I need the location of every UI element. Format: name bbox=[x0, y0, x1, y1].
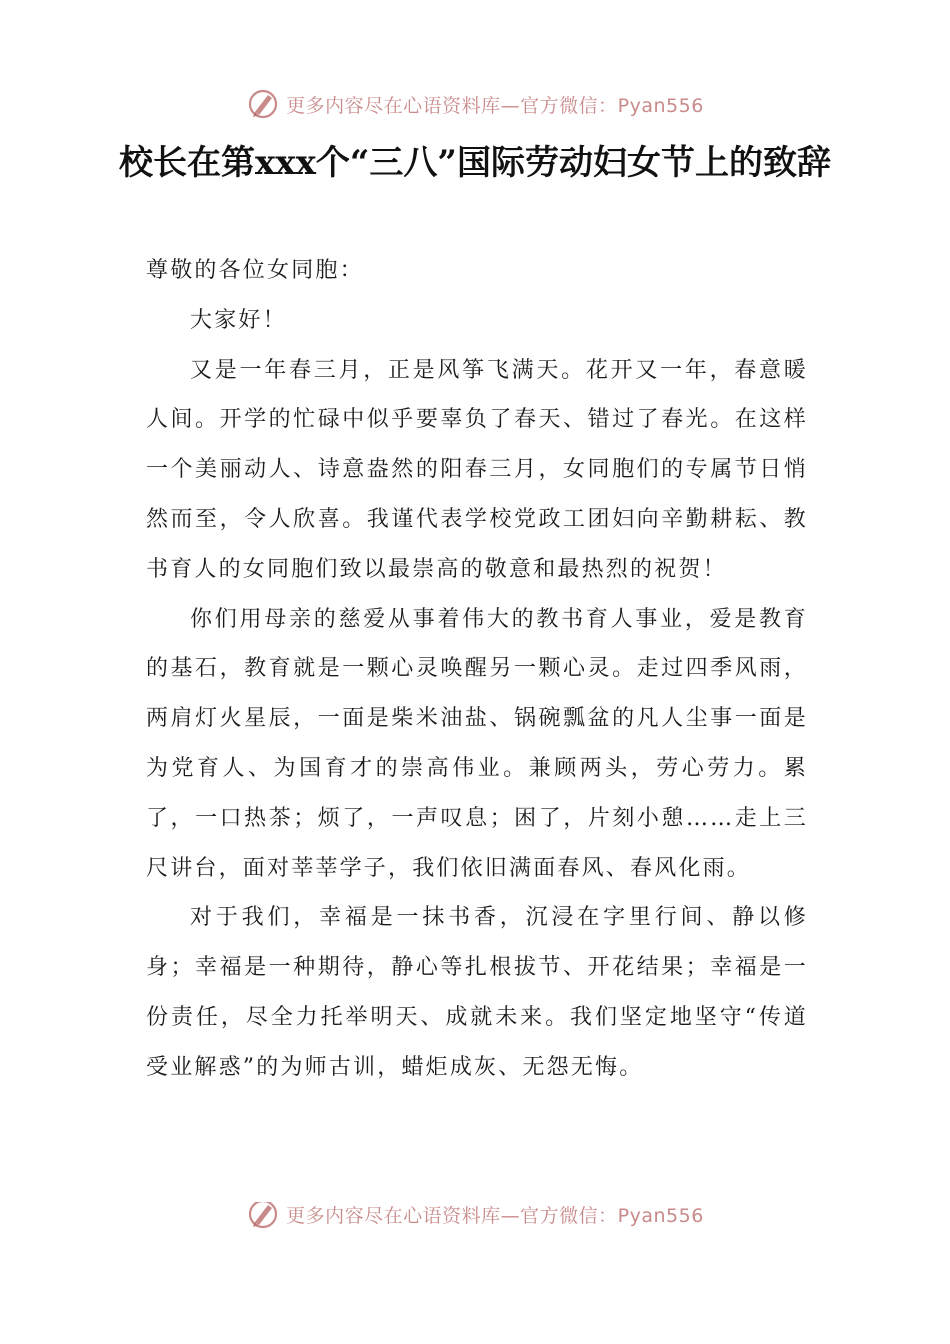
pen-logo-icon-footer bbox=[246, 1202, 280, 1231]
greeting: 大家好！ bbox=[190, 307, 287, 333]
paragraph-2: 你们用母亲的慈爱从事着伟大的教书育人事业，爱是教育的基石，教育就是一颗心灵唤醒另一颗心灵。走过四季风雨，两肩灯火星辰，一面是柴米油盐、锅碗瓢盆的凡人尘事一面是为党育人、为国育才的崇高伟业。兼顾两头，劳心劳力。累了，一口热茶；烦了，一声叹息；困了，片刻小憩……走上三尺讲台，面对莘莘学子，我们依旧满面春风、春风化雨。 bbox=[146, 606, 808, 881]
pen-logo-icon bbox=[246, 87, 280, 121]
footer-watermark bbox=[0, 1202, 950, 1238]
watermark-text-footer: 更多内容尽在心语资料库—官方微信：Pyan556 bbox=[286, 1204, 704, 1227]
watermark-text: 更多内容尽在心语资料库—官方微信：Pyan556 bbox=[286, 94, 704, 117]
document-title: 校长在第xxx个“三八”国际劳动妇女节上的致辞 bbox=[119, 143, 831, 183]
paragraph-1: 又是一年春三月，正是风筝飞满天。花开又一年，春意暖人间。开学的忙碌中似乎要辜负了春天、错过了春光。在这样一个美丽动人、诗意盎然的阳春三月，女同胞们的专属节日悄然而至，令人欣喜。我谨代表学校党政工团妇向辛勤耕耘、教书育人的女同胞们致以最崇高的敬意和最热烈的祝贺！ bbox=[146, 357, 808, 582]
document-body bbox=[146, 246, 808, 1093]
paragraph-3: 对于我们，幸福是一抹书香，沉浸在字里行间、静以修身；幸福是一种期待，静心等扎根拔节、开花结果；幸福是一份责任，尽全力托举明天、成就未来。我们坚定地坚守“传道受业解惑”的为师古训，蜡炬成灰、无怨无悔。 bbox=[146, 905, 808, 1080]
header-watermark bbox=[0, 84, 950, 124]
salutation: 尊敬的各位女同胞： bbox=[146, 258, 364, 283]
